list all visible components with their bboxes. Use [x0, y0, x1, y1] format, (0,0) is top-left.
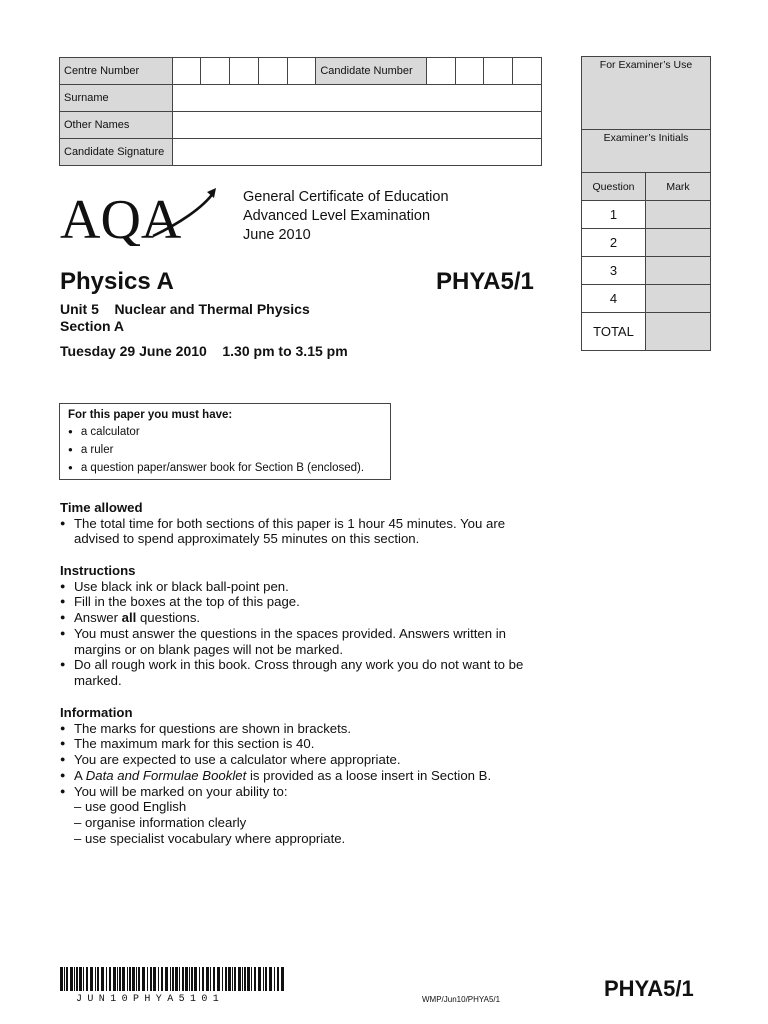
barcode-bar: [251, 967, 252, 991]
question-number: 1: [582, 201, 646, 228]
barcode-bar: [95, 967, 96, 991]
paper-code: PHYA5/1: [436, 268, 534, 295]
information-subitem: – use specialist vocabulary where appropriate.: [74, 830, 346, 846]
candidate-number-box[interactable]: [513, 58, 542, 85]
time-allowed-section: [60, 500, 540, 547]
instruction-emphasis: all: [121, 610, 137, 626]
information-item: ● You are expected to use a calculator where appropriate.: [60, 752, 540, 768]
barcode-bar: [217, 967, 220, 991]
barcode-bar: [158, 967, 159, 991]
barcode-bar: [175, 967, 178, 991]
barcode-bar: [70, 967, 73, 991]
barcode-bar: [76, 967, 78, 991]
unit-block: [60, 301, 310, 335]
instruction-item: ● Fill in the boxes at the top of this page.: [60, 594, 540, 610]
other-names-label: Other Names: [60, 112, 173, 139]
barcode-bar: [238, 967, 241, 991]
barcode-bar: [97, 967, 99, 991]
must-have-item: ● a ruler: [68, 441, 390, 459]
information-text: A: [74, 767, 86, 783]
barcode-bar: [142, 967, 145, 991]
barcode-bar: [113, 967, 116, 991]
barcode-bar: [153, 967, 156, 991]
question-number: 3: [582, 257, 646, 284]
must-have-item: ● a calculator: [68, 423, 390, 441]
information-heading: Information: [60, 705, 133, 720]
barcode-bar: [122, 967, 125, 991]
barcode-bar: [182, 967, 184, 991]
footer-paper-code: PHYA5/1: [604, 976, 694, 1001]
barcode-bar: [74, 967, 75, 991]
certificate-line: June 2010: [243, 227, 311, 243]
barcode-bar: [254, 967, 256, 991]
barcode-bar: [234, 967, 236, 991]
barcode-bar: [269, 967, 272, 991]
aqa-logo: [58, 186, 223, 251]
barcode-bar: [228, 967, 231, 991]
question-number: 2: [582, 229, 646, 256]
information-section: [60, 705, 540, 846]
surname-field[interactable]: [172, 85, 541, 112]
barcode-bar: [274, 967, 275, 991]
barcode-graphic: [60, 967, 285, 993]
barcode-bar: [132, 967, 135, 991]
mark-cell[interactable]: [646, 285, 710, 312]
candidate-number-box[interactable]: [484, 58, 513, 85]
barcode-bar: [109, 967, 111, 991]
instructions-section: [60, 563, 540, 689]
barcode-bar: [194, 967, 197, 991]
must-have-box: [59, 403, 391, 480]
instruction-item: ● Use black ink or black ball-point pen.: [60, 579, 540, 595]
barcode-text: JUN10PHYA5101: [76, 994, 225, 1005]
examiner-initials-label: Examiner’s Initials: [582, 129, 710, 172]
barcode-bar: [60, 967, 63, 991]
document-reference: WMP/Jun10/PHYA5/1: [422, 995, 501, 1004]
total-label: TOTAL: [582, 313, 646, 350]
centre-number-label: Centre Number: [60, 58, 173, 85]
question-row: [582, 256, 710, 284]
barcode-bar: [258, 967, 261, 991]
barcode-bar: [170, 967, 171, 991]
exam-date: Tuesday 29 June 2010 1.30 pm to 3.15 pm: [60, 343, 348, 359]
barcode-bar: [206, 967, 209, 991]
barcode-bar: [101, 967, 104, 991]
must-have-item: ● a question paper/answer book for Section B (enclosed).: [68, 459, 390, 477]
barcode-bar: [136, 967, 137, 991]
candidate-number-label: Candidate Number: [316, 58, 427, 85]
paper-title: Physics A: [60, 268, 174, 295]
unit-title: Unit 5 Nuclear and Thermal Physics: [60, 301, 310, 317]
barcode-bar: [244, 967, 246, 991]
barcode-bar: [86, 967, 88, 991]
barcode-bar: [172, 967, 174, 991]
instruction-item: ● You must answer the questions in the spaces provided. Answers written in margins or on blank pages will not be marked.: [60, 626, 540, 657]
total-mark-cell[interactable]: [646, 313, 710, 350]
must-have-heading: For this paper you must have:: [68, 409, 233, 421]
barcode-bar: [202, 967, 204, 991]
surname-label: Surname: [60, 85, 173, 112]
examiner-use-header: For Examiner’s Use: [582, 57, 710, 129]
information-item: ● The maximum mark for this section is 40.: [60, 736, 540, 752]
time-allowed-heading: Time allowed: [60, 500, 143, 515]
barcode-bar: [179, 967, 180, 991]
examiner-use-table: [581, 56, 711, 351]
mark-cell[interactable]: [646, 201, 710, 228]
information-subitem: – use good English: [74, 799, 187, 815]
section-title: Section A: [60, 318, 125, 334]
barcode-bar: [117, 967, 118, 991]
centre-number-box[interactable]: [230, 58, 259, 85]
barcode-bar: [210, 967, 211, 991]
barcode-bar: [119, 967, 121, 991]
barcode-bar: [79, 967, 82, 991]
barcode-bar: [150, 967, 152, 991]
barcode-bar: [277, 967, 279, 991]
certificate-line: General Certificate of Education: [243, 189, 449, 205]
barcode-bar: [213, 967, 215, 991]
barcode-bar: [106, 967, 107, 991]
barcode-bar: [222, 967, 223, 991]
examiner-table-header-row: [582, 172, 710, 200]
total-row: [582, 312, 710, 350]
barcode-bar: [66, 967, 68, 991]
barcode-bar: [242, 967, 243, 991]
centre-number-box[interactable]: [258, 58, 287, 85]
mark-column-header: Mark: [666, 180, 690, 193]
barcode-bar: [199, 967, 200, 991]
barcode-bar: [90, 967, 93, 991]
question-row: [582, 228, 710, 256]
candidate-signature-label: Candidate Signature: [60, 139, 173, 166]
must-have-list: [60, 423, 390, 477]
instruction-item: ● Do all rough work in this book. Cross through any work you do not want to be marked.: [60, 657, 540, 688]
barcode-bar: [191, 967, 193, 991]
mark-cell[interactable]: [646, 257, 710, 284]
barcode-bar: [161, 967, 163, 991]
candidate-details-table: [59, 57, 542, 166]
barcode-bar: [263, 967, 264, 991]
barcode-bar: [232, 967, 233, 991]
barcode-bar: [185, 967, 188, 991]
barcode-bar: [189, 967, 190, 991]
centre-number-box[interactable]: [172, 58, 201, 85]
candidate-number-box[interactable]: [426, 58, 455, 85]
certificate-block: [243, 188, 449, 245]
barcode-bar: [83, 967, 84, 991]
instruction-text: Answer: [74, 610, 122, 626]
barcode-bar: [265, 967, 267, 991]
candidate-number-box[interactable]: [455, 58, 484, 85]
information-subitem: – organise information clearly: [74, 814, 247, 830]
question-number: 4: [582, 285, 646, 312]
information-text: is provided as a loose insert in Section B.: [246, 767, 492, 783]
barcode-bar: [129, 967, 131, 991]
barcode-bar: [147, 967, 148, 991]
centre-number-box[interactable]: [287, 58, 316, 85]
barcode-bar: [281, 967, 284, 991]
question-column-header: Question: [582, 173, 646, 200]
information-emphasis: Data and Formulae Booklet: [85, 767, 247, 783]
aqa-logo-text: AQA: [60, 189, 182, 246]
barcode-bar: [64, 967, 65, 991]
barcode-bar: [138, 967, 140, 991]
centre-number-box[interactable]: [201, 58, 230, 85]
barcode-bar: [127, 967, 128, 991]
other-names-field[interactable]: [172, 112, 541, 139]
barcode-bar: [247, 967, 250, 991]
information-item: ● You will be marked on your ability to:: [60, 784, 540, 800]
information-item: ● The marks for questions are shown in brackets.: [60, 721, 540, 737]
time-allowed-text: ● The total time for both sections of this paper is 1 hour 45 minutes. You are advised to spend approximately 55 minutes on this section.: [60, 516, 540, 547]
mark-cell[interactable]: [646, 229, 710, 256]
question-row: [582, 284, 710, 312]
barcode-bar: [165, 967, 168, 991]
information-item: [60, 768, 540, 784]
aqa-logo-graphic: [58, 186, 223, 246]
certificate-line: Advanced Level Examination: [243, 208, 431, 224]
question-row: [582, 200, 710, 228]
instructions-heading: Instructions: [60, 563, 136, 578]
instruction-text: questions.: [136, 610, 201, 626]
instruction-item: [60, 610, 540, 626]
candidate-signature-field[interactable]: [172, 139, 541, 166]
barcode-bar: [225, 967, 227, 991]
